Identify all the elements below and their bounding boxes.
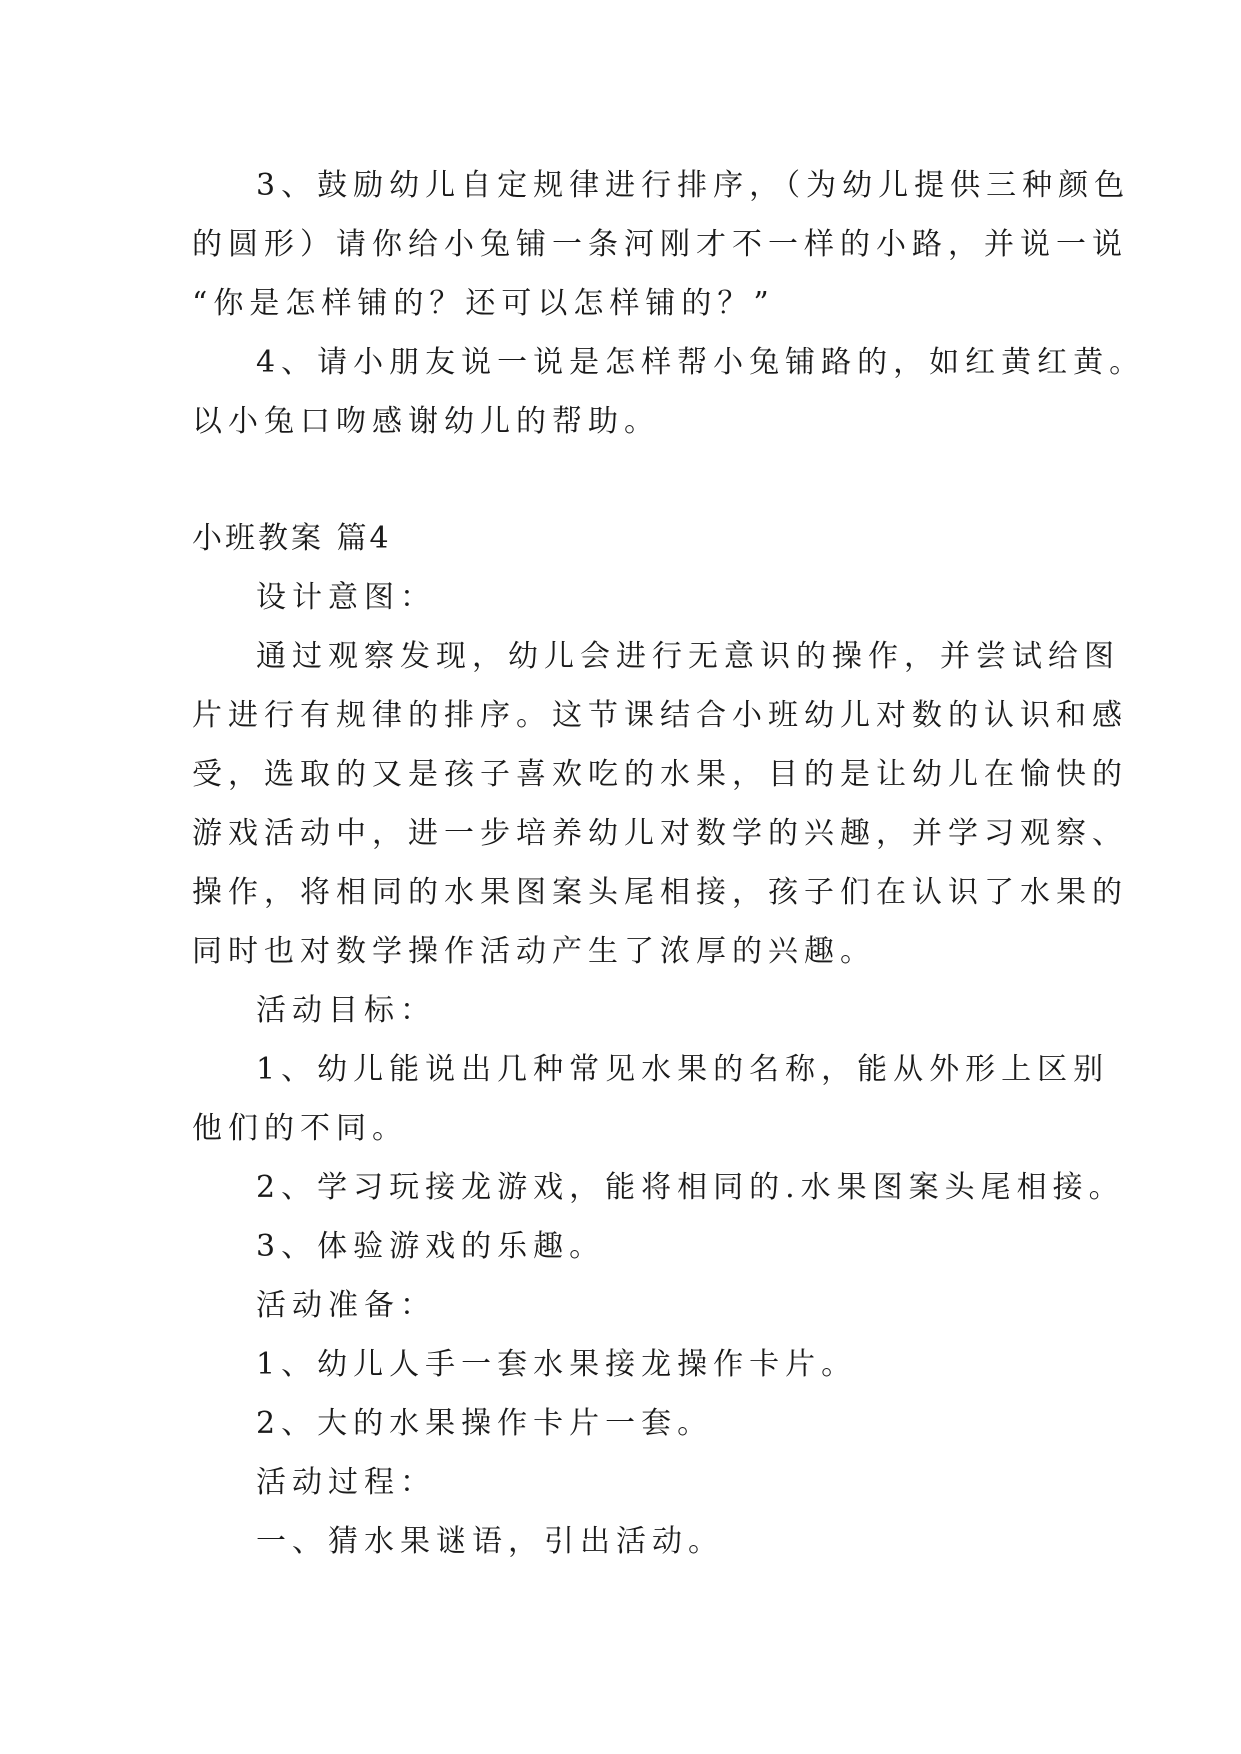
paragraph-line: 以小兔口吻感谢幼儿的帮助。 (192, 404, 660, 439)
paragraph-line: 游戏活动中，进一步培养幼儿对数学的兴趣，并学习观察、 (192, 816, 1128, 851)
paragraph-line: 一、猜水果谜语，引出活动。 (256, 1524, 724, 1559)
paragraph-line: 同时也对数学操作活动产生了浓厚的兴趣。 (192, 934, 876, 969)
subheading: 活动准备： (256, 1288, 436, 1323)
paragraph-line: 4、请小朋友说一说是怎样帮小兔铺路的，如红黄红黄。 (256, 345, 1146, 380)
paragraph-line: 通过观察发现，幼儿会进行无意识的操作，并尝试给图 (256, 639, 1120, 674)
paragraph-line: 1、幼儿能说出几种常见水果的名称，能从外形上区别 (256, 1052, 1110, 1087)
paragraph-line: 2、大的水果操作卡片一套。 (256, 1406, 714, 1441)
subheading: 活动过程： (256, 1465, 436, 1500)
paragraph-line: 受，选取的又是孩子喜欢吃的水果，目的是让幼儿在愉快的 (192, 757, 1128, 792)
section-heading: 小班教案 篇4 (192, 521, 392, 556)
paragraph-line: 的圆形）请你给小兔铺一条河刚才不一样的小路，并说一说 (192, 227, 1128, 262)
paragraph-line: 1、幼儿人手一套水果接龙操作卡片。 (256, 1347, 858, 1382)
paragraph-line: 3、体验游戏的乐趣。 (256, 1229, 606, 1264)
paragraph-line: 片进行有规律的排序。这节课结合小班幼儿对数的认识和感 (192, 698, 1128, 733)
paragraph-line: 2、学习玩接龙游戏，能将相同的.水果图案头尾相接。 (256, 1170, 1125, 1205)
paragraph-line: 3、鼓励幼儿自定规律进行排序，（为幼儿提供三种颜色 (256, 168, 1131, 203)
paragraph-line: 他们的不同。 (192, 1111, 408, 1146)
paragraph-line: “你是怎样铺的？还可以怎样铺的？” (192, 286, 775, 321)
subheading: 设计意图： (256, 580, 436, 615)
paragraph-line: 操作，将相同的水果图案头尾相接，孩子们在认识了水果的 (192, 875, 1128, 910)
subheading: 活动目标： (256, 993, 436, 1028)
